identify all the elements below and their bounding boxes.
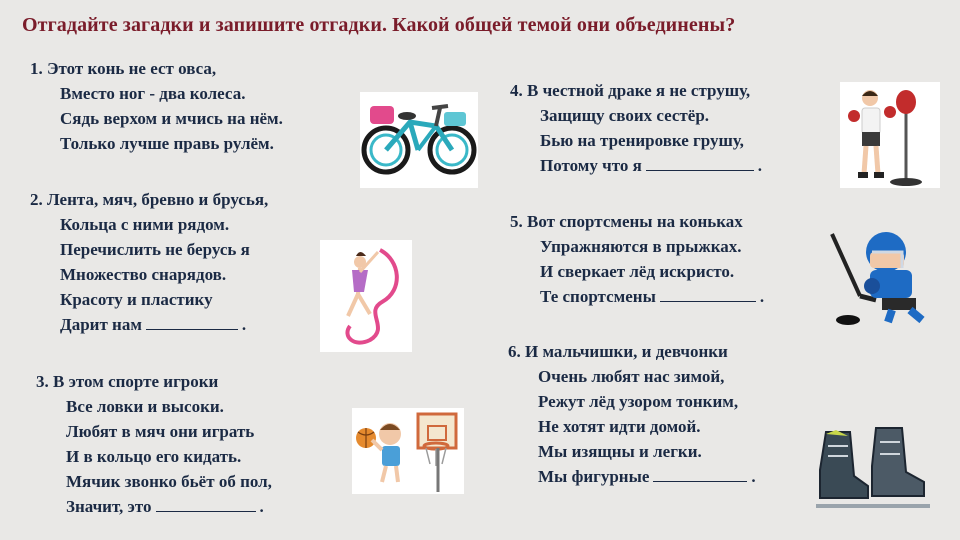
riddle-line: Кольца с ними рядом. <box>60 215 230 234</box>
riddle-line: Мячик звонко бьёт об пол, <box>66 472 272 491</box>
riddle-line: Режут лёд узором тонким, <box>538 392 739 411</box>
bicycle-icon <box>360 92 478 188</box>
riddle-line: Все ловки и высоки. <box>66 397 224 416</box>
basketball-icon <box>352 408 464 494</box>
riddle-end: . <box>751 467 756 486</box>
riddle-5 <box>510 209 764 309</box>
riddle-line: 6. И мальчишки, и девчонки <box>508 342 728 361</box>
riddle-line: Вместо ног - два колеса. <box>60 84 246 103</box>
riddle-line: Красоту и пластику <box>60 290 213 309</box>
riddle-line-last <box>30 312 268 337</box>
answer-blank[interactable] <box>653 467 747 482</box>
answer-blank[interactable] <box>156 497 256 512</box>
riddle-3 <box>36 369 272 519</box>
boxer-icon <box>840 82 940 188</box>
riddle-line: Мы фигурные <box>538 467 650 486</box>
riddle-line: Множество снарядов. <box>60 265 227 284</box>
riddle-line-last <box>510 153 762 178</box>
riddle-line-last <box>508 464 756 489</box>
riddle-end: . <box>259 497 264 516</box>
riddle-line: 1. Этот конь не ест овса, <box>30 59 217 78</box>
riddle-line: Любят в мяч они играть <box>66 422 255 441</box>
riddle-line: Значит, это <box>66 497 152 516</box>
riddle-2 <box>30 187 268 337</box>
riddle-line: Не хотят идти домой. <box>538 417 701 436</box>
riddle-line: Перечислить не берусь я <box>60 240 250 259</box>
riddle-line: Сядь верхом и мчись на нём. <box>60 109 283 128</box>
riddle-end: . <box>757 156 763 175</box>
riddle-line-last <box>510 284 764 309</box>
riddle-line: Только лучше правь рулём. <box>60 134 274 153</box>
riddle-line: 4. В честной драке я не струшу, <box>510 81 751 100</box>
riddle-line: И в кольцо его кидать. <box>66 447 242 466</box>
skates-icon <box>806 426 936 520</box>
riddle-line: И сверкает лёд искристо. <box>540 262 735 281</box>
riddle-line: Мы изящны и легки. <box>538 442 702 461</box>
riddle-line: Упражняются в прыжках. <box>540 237 742 256</box>
riddle-end: . <box>759 287 765 306</box>
riddle-line: 2. Лента, мяч, бревно и брусья, <box>30 190 269 209</box>
riddle-line: 3. В этом спорте игроки <box>36 372 219 391</box>
riddle-line-last <box>36 494 272 519</box>
hockey-player-icon <box>826 222 952 332</box>
riddle-line: Защищу своих сестёр. <box>540 106 710 125</box>
answer-blank[interactable] <box>646 156 754 171</box>
gymnast-icon <box>320 240 412 352</box>
riddle-line: Потому что я <box>540 156 642 175</box>
riddle-line: Те спортсмены <box>540 287 656 306</box>
riddle-1 <box>30 56 283 156</box>
riddle-4 <box>510 78 762 178</box>
answer-blank[interactable] <box>146 315 238 330</box>
riddle-6 <box>508 339 756 489</box>
riddle-line: Дарит нам <box>60 315 142 334</box>
riddle-line: Бью на тренировке грушу, <box>540 131 744 150</box>
answer-blank[interactable] <box>660 287 756 302</box>
page-title: Отгадайте загадки и запишите отгадки. Какой общей темой они объединены? <box>22 14 736 36</box>
riddle-line: 5. Вот спортсмены на коньках <box>510 212 743 231</box>
riddle-end: . <box>241 315 247 334</box>
riddle-line: Очень любят нас зимой, <box>538 367 725 386</box>
